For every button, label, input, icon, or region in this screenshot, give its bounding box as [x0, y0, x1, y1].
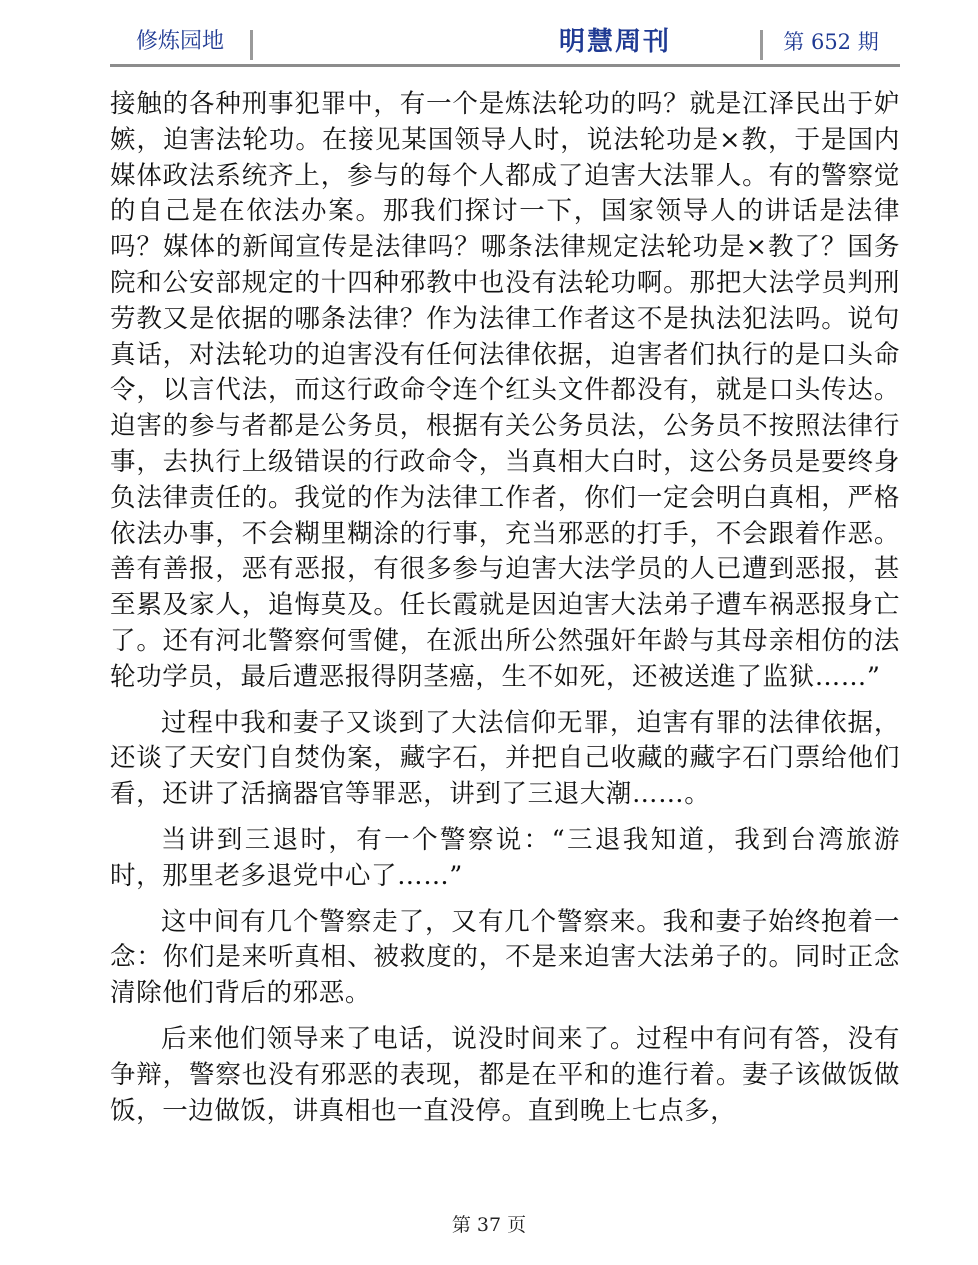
- paragraph: 接触的各种刑事犯罪中，有一个是炼法轮功的吗？就是江泽民出于妒嫉，迫害法轮功。在接见某国领导人时，说法轮功是×教，于是国内媒体政法系统齐上，参与的每个人都成了迫害大法罪人。有的警察觉的自己是在依法办案。那我们探讨一下，国家领导人的讲话是法律吗？媒体的新闻宣传是法律吗？哪条法律规定法轮功是×教了？国务院和公安部规定的十四种邪教中也没有法轮功啊。那把大法学员判刑劳教又是依据的哪条法律？作为法律工作者这不是执法犯法吗。说句真话，对法轮功的迫害没有任何法律依据，迫害者们执行的是口头命令，以言代法，而这行政命令连个红头文件都没有，就是口头传达。迫害的参与者都是公务员，根据有关公务员法，公务员不按照法律行事，去执行上级错误的行政命令，当真相大白时，这公务员是要终身负法律责任的。我觉的作为法律工作者，你们一定会明白真相，严格依法办事，不会糊里糊涂的行事，充当邪恶的打手，不会跟着作恶。善有善报，恶有恶报，有很多参与迫害大法学员的人已遭到恶报，甚至累及家人，追悔莫及。任长霞就是因迫害大法弟子遭车祸恶报身亡了。还有河北警察何雪健，在派出所公然强奸年龄与其母亲相仿的法轮功学员，最后遭恶报得阴茎癌，生不如死，还被送進了监狱……”: [110, 89, 900, 692]
- header-divider-left: [250, 30, 253, 60]
- page-header: [110, 22, 900, 68]
- page-number: 第 37 页: [451, 1214, 527, 1236]
- paragraph: 后来他们领导来了电话，说没时间来了。过程中有问有答，没有争辩，警察也没有邪恶的表现，都是在平和的進行着。妻子该做饭做饭，一边做饭，讲真相也一直没停。直到晚上七点多，: [110, 1023, 900, 1126]
- paragraph: 过程中我和妻子又谈到了大法信仰无罪，迫害有罪的法律依据，还谈了天安门自焚伪案，藏字石，并把自己收藏的藏字石门票给他们看，还讲了活摘器官等罪恶，讲到了三退大潮……。: [110, 707, 900, 810]
- article-body: [110, 87, 900, 1129]
- section-title: 修炼园地: [135, 29, 224, 54]
- header-rule: [110, 64, 900, 67]
- paragraph: 这中间有几个警察走了，又有几个警察来。我和妻子始终抱着一念：你们是来听真相、被救度的，不是来迫害大法弟子的。同时正念清除他们背后的邪恶。: [110, 906, 900, 1009]
- paragraph: 当讲到三退时，有一个警察说：“三退我知道，我到台湾旅游时，那里老多退党中心了……”: [110, 824, 900, 891]
- issue-number: 第 652 期: [783, 30, 879, 54]
- publication-title: 明慧周刊: [558, 27, 671, 57]
